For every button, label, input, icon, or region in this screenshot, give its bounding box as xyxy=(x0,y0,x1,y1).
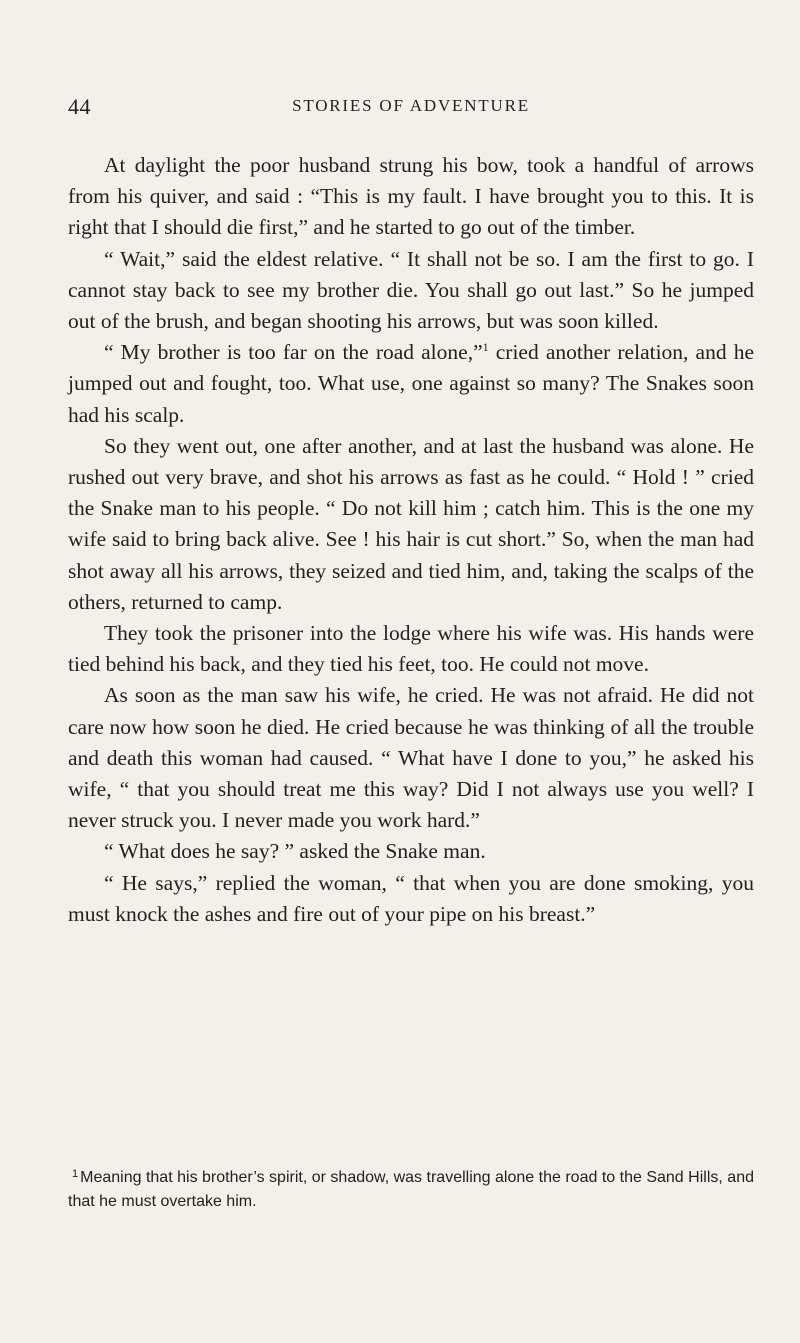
paragraph: “ He says,” replied the woman, “ that when you are done smoking, you must knock the ashes and fire out of your pipe on his breast.” xyxy=(68,870,754,926)
paragraph-text: “ My brother is too far on the road alone,” xyxy=(104,340,483,365)
running-head: STORIES OF ADVENTURE xyxy=(292,96,530,115)
paragraph: As soon as the man saw his wife, he cried. He was not afraid. He did not care now how soon he died. He cried because he was thinking of all the trouble and death this woman had caused. “ What have I done to you,” he asked his wife, “ that you should treat me this way? Did I not always use you well? I never struck you. I never made you work hard.” xyxy=(68,683,754,833)
page-header xyxy=(68,94,754,124)
paragraph: “ Wait,” said the eldest relative. “ It shall not be so. I am the first to go. I cannot stay back to see my brother die. You shall go out last.” So he jumped out of the brush, and began shooting his arrows, but was soon killed. xyxy=(68,246,754,334)
footnote-text: Meaning that his brother’s spirit, or shadow, was travelling alone the road to the Sand Hills, and that he must overtake him. xyxy=(68,1169,754,1210)
paragraph-text: cried another relation, and he jumped out and fought, too. What use, one against so many? The Snakes soon had his scalp. xyxy=(68,340,754,427)
paragraph: So they went out, one after another, and at last the husband was alone. He rushed out very brave, and shot his arrows as fast as he could. “ Hold ! ” cried the Snake man to his people. “ Do not kill him ; catch him. This is the one my wife said to bring back alive. See ! his hair is cut short.” So, when the man had shot away all his arrows, they seized and tied him, and, taking the scalps of the others, returned to camp. xyxy=(68,433,754,614)
footnote-reference: 1 xyxy=(482,340,489,355)
paragraph: They took the prisoner into the lodge where his wife was. His hands were tied behind his back, and they tied his feet, too. He could not move. xyxy=(68,621,754,677)
footnote-line xyxy=(68,1166,754,1214)
paragraph xyxy=(68,337,754,431)
footnote xyxy=(68,1166,754,1214)
paragraph: At daylight the poor husband strung his bow, took a handful of arrows from his quiver, and said : “This is my fault. I have brought you to this. It is right that I should die first,” and he started to go out of the timber. xyxy=(68,153,754,240)
page-number: 44 xyxy=(68,94,91,119)
body-text xyxy=(68,150,754,930)
footnote-marker: 1 xyxy=(72,1168,79,1180)
paragraph: “ What does he say? ” asked the Snake man. xyxy=(104,839,486,864)
